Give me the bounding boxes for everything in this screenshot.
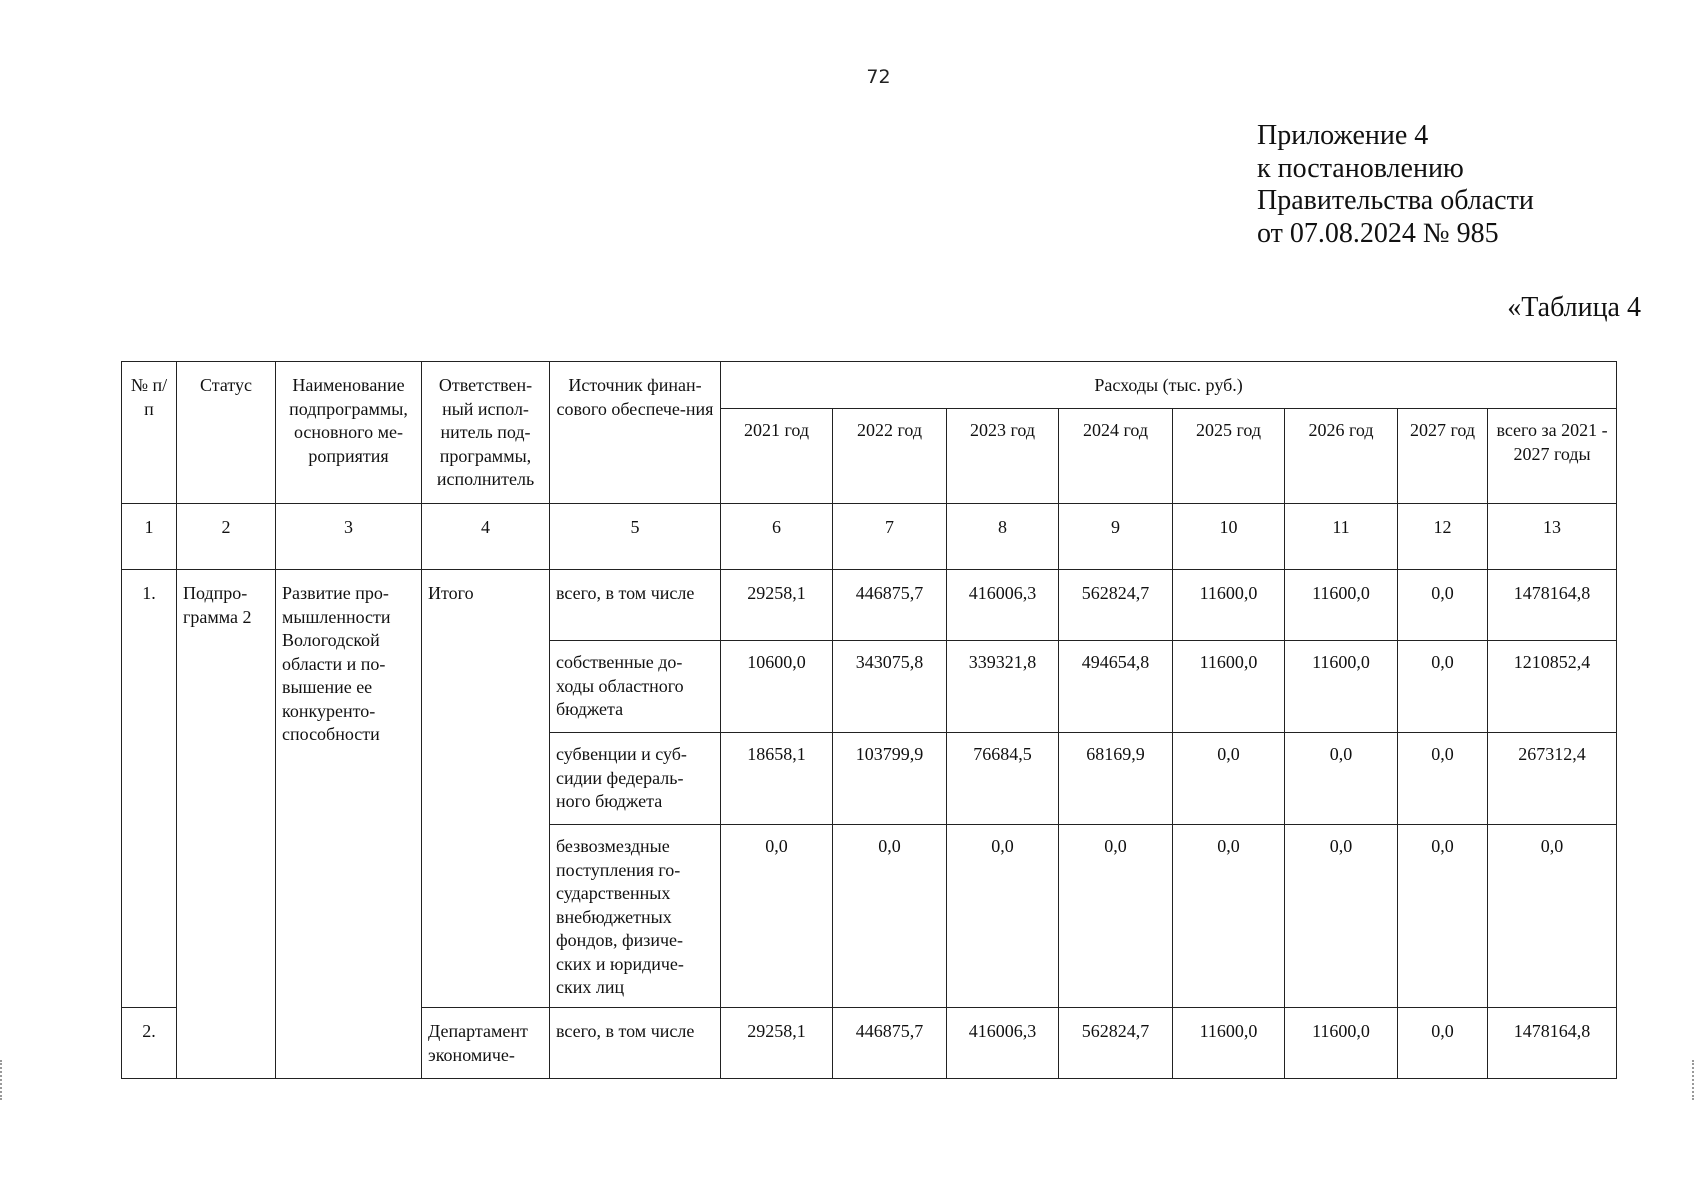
page-number: 72 bbox=[866, 66, 891, 88]
column-number: 6 bbox=[721, 504, 833, 570]
value-cell: 68169,9 bbox=[1059, 733, 1173, 825]
column-number: 10 bbox=[1173, 504, 1285, 570]
value-cell: 1210852,4 bbox=[1488, 641, 1617, 733]
header-responsible: Ответствен-ный испол-нитель под-программы, исполнитель bbox=[422, 362, 550, 504]
column-number: 13 bbox=[1488, 504, 1617, 570]
value-cell: 0,0 bbox=[1398, 570, 1488, 641]
value-cell: 446875,7 bbox=[833, 570, 947, 641]
header-year-2025: 2025 год bbox=[1173, 409, 1285, 504]
value-cell: 0,0 bbox=[1398, 733, 1488, 825]
value-cell: 11600,0 bbox=[1173, 570, 1285, 641]
value-cell: 1478164,8 bbox=[1488, 570, 1617, 641]
value-cell: 11600,0 bbox=[1285, 1008, 1398, 1079]
header-source: Источник финан-сового обеспече-ния bbox=[550, 362, 721, 504]
value-cell: 0,0 bbox=[1398, 1008, 1488, 1079]
appendix-note bbox=[1257, 120, 1534, 250]
value-cell: 18658,1 bbox=[721, 733, 833, 825]
table-row bbox=[122, 570, 1617, 641]
appendix-line-4: от 07.08.2024 № 985 bbox=[1257, 217, 1499, 249]
value-cell: 10600,0 bbox=[721, 641, 833, 733]
row-source: субвенции и суб-сидии федераль-ного бюджета bbox=[550, 733, 721, 825]
value-cell: 0,0 bbox=[833, 825, 947, 1008]
row-source: всего, в том числе bbox=[550, 570, 721, 641]
column-number: 1 bbox=[122, 504, 177, 570]
row-status: Подпро-грамма 2 bbox=[177, 570, 276, 1079]
value-cell: 0,0 bbox=[1398, 825, 1488, 1008]
value-cell: 0,0 bbox=[1173, 825, 1285, 1008]
header-year-2026: 2026 год bbox=[1285, 409, 1398, 504]
table-caption: «Таблица 4 bbox=[1507, 292, 1641, 323]
value-cell: 446875,7 bbox=[833, 1008, 947, 1079]
value-cell: 339321,8 bbox=[947, 641, 1059, 733]
appendix-line-2: к постановлению bbox=[1257, 152, 1464, 184]
row-number: 2. bbox=[122, 1008, 177, 1079]
value-cell: 0,0 bbox=[1285, 825, 1398, 1008]
value-cell: 0,0 bbox=[1059, 825, 1173, 1008]
row-responsible: Итого bbox=[422, 570, 550, 1008]
header-expenses: Расходы (тыс. руб.) bbox=[721, 362, 1617, 409]
row-source: безвозмездные поступления го-сударственных внебюджетных фондов, физиче-ских и юридиче-ских лиц bbox=[550, 825, 721, 1008]
value-cell: 29258,1 bbox=[721, 570, 833, 641]
column-number-row bbox=[122, 504, 1617, 570]
header-year-2023: 2023 год bbox=[947, 409, 1059, 504]
value-cell: 0,0 bbox=[1488, 825, 1617, 1008]
header-year-2024: 2024 год bbox=[1059, 409, 1173, 504]
value-cell: 29258,1 bbox=[721, 1008, 833, 1079]
column-number: 7 bbox=[833, 504, 947, 570]
row-program-name: Развитие про-мышленности Вологодской области и по-вышение ее конкуренто-способности bbox=[276, 570, 422, 1079]
row-number: 1. bbox=[122, 570, 177, 1008]
header-name: Наименование подпрограммы, основного ме-роприятия bbox=[276, 362, 422, 504]
value-cell: 416006,3 bbox=[947, 570, 1059, 641]
column-number: 4 bbox=[422, 504, 550, 570]
value-cell: 494654,8 bbox=[1059, 641, 1173, 733]
value-cell: 343075,8 bbox=[833, 641, 947, 733]
value-cell: 0,0 bbox=[1285, 733, 1398, 825]
column-number: 9 bbox=[1059, 504, 1173, 570]
value-cell: 1478164,8 bbox=[1488, 1008, 1617, 1079]
column-number: 11 bbox=[1285, 504, 1398, 570]
appendix-line-1: Приложение 4 bbox=[1257, 120, 1429, 151]
header-status: Статус bbox=[177, 362, 276, 504]
scan-edge-mark-left bbox=[0, 1060, 5, 1100]
value-cell: 11600,0 bbox=[1173, 641, 1285, 733]
value-cell: 416006,3 bbox=[947, 1008, 1059, 1079]
header-year-2021: 2021 год bbox=[721, 409, 833, 504]
budget-table bbox=[121, 361, 1617, 1079]
column-number: 2 bbox=[177, 504, 276, 570]
value-cell: 0,0 bbox=[1398, 641, 1488, 733]
row-responsible: Департамент экономиче- bbox=[422, 1008, 550, 1079]
value-cell: 562824,7 bbox=[1059, 570, 1173, 641]
header-total: всего за 2021 - 2027 годы bbox=[1488, 409, 1617, 504]
value-cell: 11600,0 bbox=[1285, 641, 1398, 733]
value-cell: 103799,9 bbox=[833, 733, 947, 825]
appendix-line-3: Правительства области bbox=[1257, 185, 1534, 216]
value-cell: 76684,5 bbox=[947, 733, 1059, 825]
value-cell: 11600,0 bbox=[1173, 1008, 1285, 1079]
column-number: 12 bbox=[1398, 504, 1488, 570]
value-cell: 11600,0 bbox=[1285, 570, 1398, 641]
value-cell: 0,0 bbox=[947, 825, 1059, 1008]
header-no: № п/п bbox=[122, 362, 177, 504]
column-number: 3 bbox=[276, 504, 422, 570]
value-cell: 0,0 bbox=[1173, 733, 1285, 825]
row-source: собственные до-ходы областного бюджета bbox=[550, 641, 721, 733]
column-number: 8 bbox=[947, 504, 1059, 570]
column-number: 5 bbox=[550, 504, 721, 570]
header-year-2027: 2027 год bbox=[1398, 409, 1488, 504]
scan-edge-mark-right bbox=[1692, 1060, 1697, 1100]
value-cell: 0,0 bbox=[721, 825, 833, 1008]
header-year-2022: 2022 год bbox=[833, 409, 947, 504]
value-cell: 267312,4 bbox=[1488, 733, 1617, 825]
row-source: всего, в том числе bbox=[550, 1008, 721, 1079]
value-cell: 562824,7 bbox=[1059, 1008, 1173, 1079]
